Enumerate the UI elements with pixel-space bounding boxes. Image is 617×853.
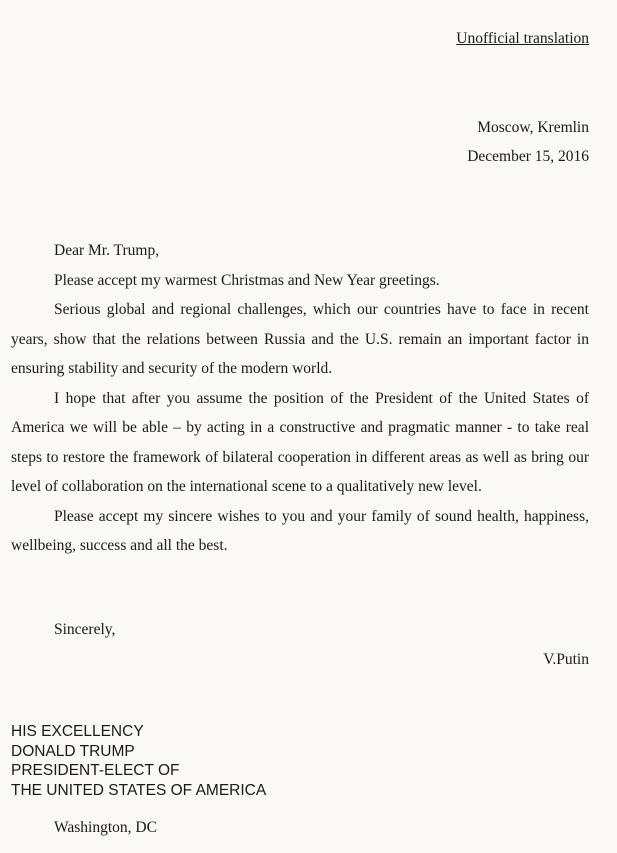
address-line: DONALD TRUMP <box>11 742 135 760</box>
body-paragraph: Please accept my sincere wishes to you and your family of sound health, happiness, wellbeing, success and all the best. <box>11 507 589 554</box>
body-paragraph: Please accept my warmest Christmas and New Year greetings. <box>54 271 440 289</box>
letter-date: December 15, 2016 <box>467 148 589 165</box>
address-line: THE UNITED STATES OF AMERICA <box>11 781 267 799</box>
translation-note: Unofficial translation <box>456 30 589 47</box>
body-paragraph: Serious global and regional challenges, which our countries have to face in recent years, show that the relations between Russia and the U.S. remain an important factor in ensuring stability and security of the modern world. <box>11 301 589 377</box>
letter-body <box>11 236 589 561</box>
address-line: HIS EXCELLENCY <box>11 723 144 740</box>
recipient-city: Washington, DC <box>54 819 157 836</box>
letter-place: Moscow, Kremlin <box>477 119 589 136</box>
closing: Sincerely, <box>54 621 116 638</box>
body-paragraph: I hope that after you assume the position of the President of the United States of America we will be able – by acting in a constructive and pragmatic manner - to take real steps to restore the framework of bilateral cooperation in different areas as well as bring our level of collaboration on the international scene to a qualitatively new level. <box>11 389 589 495</box>
salutation: Dear Mr. Trump, <box>54 242 160 259</box>
signature: V.Putin <box>543 651 589 668</box>
recipient-address <box>11 722 266 800</box>
address-line: PRESIDENT-ELECT OF <box>11 762 180 779</box>
